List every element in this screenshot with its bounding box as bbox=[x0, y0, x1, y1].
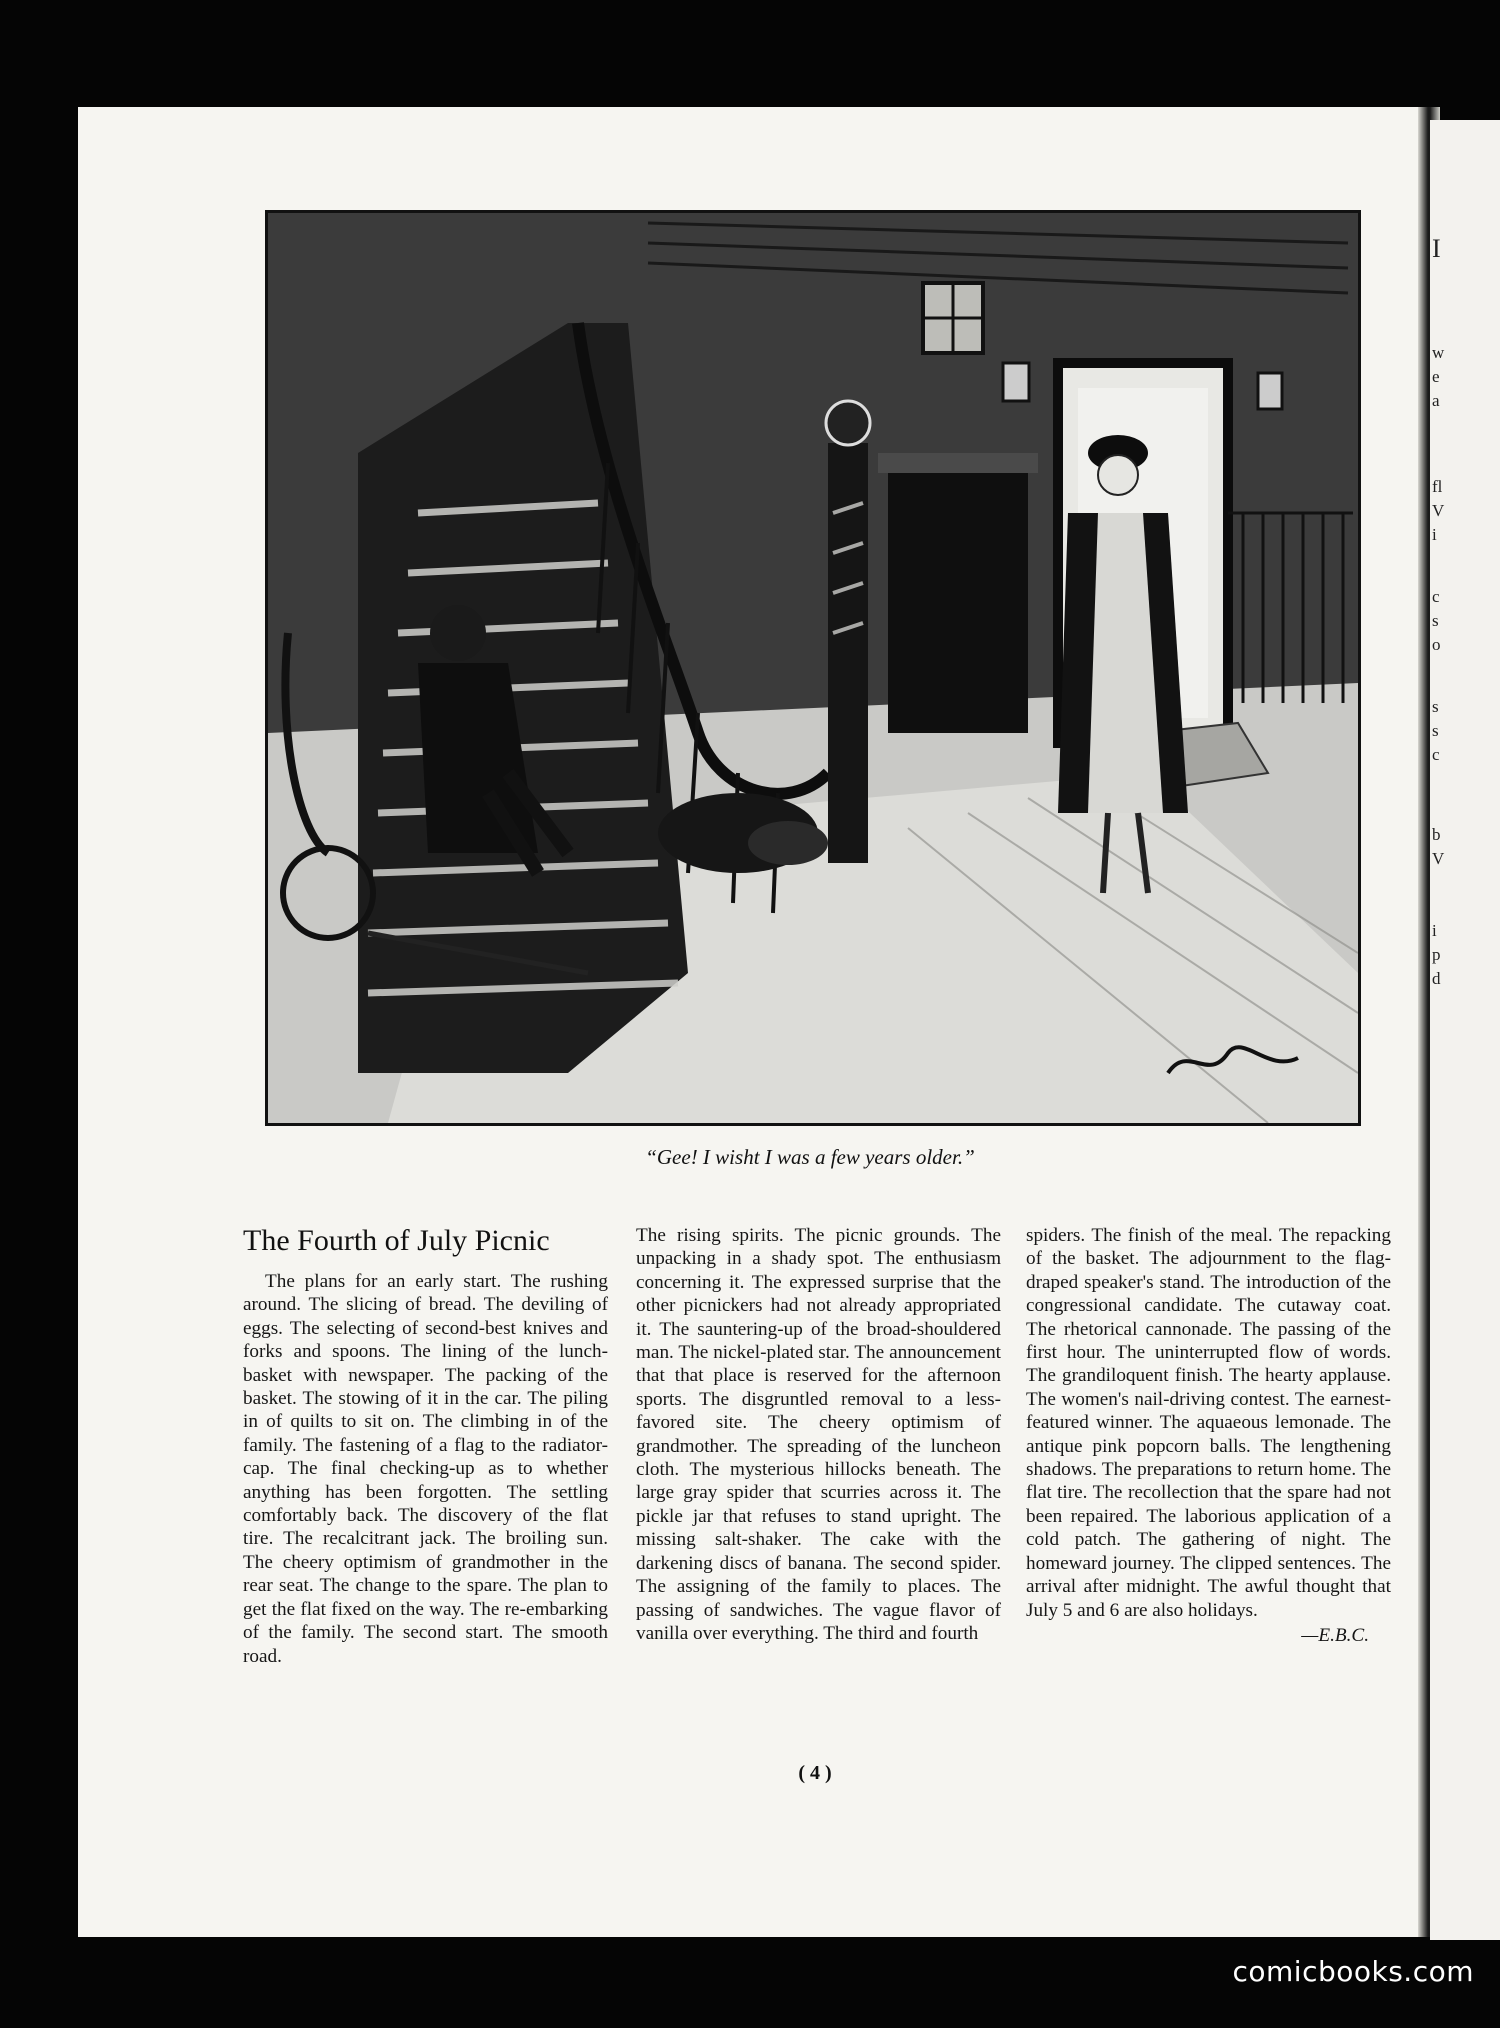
facing-page-fragment: I bbox=[1432, 234, 1441, 263]
facing-page-fragment: s bbox=[1432, 721, 1439, 740]
author-initials: —E.B.C. bbox=[1301, 1624, 1369, 1646]
facing-page-fragment: fl bbox=[1432, 477, 1443, 496]
facing-page-fragment: p bbox=[1432, 945, 1441, 964]
article-column-3 bbox=[1026, 1224, 1391, 1647]
facing-page-fragment: c bbox=[1432, 745, 1440, 764]
facing-page-edge bbox=[1430, 120, 1500, 1940]
watermark: comicbooks.com bbox=[1232, 1955, 1474, 1988]
facing-page-fragment: a bbox=[1432, 391, 1440, 410]
illustration-caption: “Gee! I wisht I was a few years older.” bbox=[645, 1145, 975, 1169]
article-text-column-3: spiders. The finish of the meal. The repacking of the basket. The adjournment to the flag-draped speaker's stand. The introduction of the congressional candidate. The cutaway coat. The rhetorical cannonade. The passing of the first hour. The uninterrupted flow of words. The grandiloquent finish. The hearty applause. The women's nail-driving contest. The earnest-featured winner. The aquaeous lemonade. The antique pink popcorn balls. The lengthening shadows. The preparations to return home. The flat tire. The recollection that the spare had not been repaired. The laborious application of a cold patch. The gathering of night. The homeward journey. The clipped sentences. The arrival after midnight. The awful thought that July 5 and 6 are also holidays. bbox=[1026, 1225, 1391, 1621]
facing-page-fragment: o bbox=[1432, 635, 1441, 654]
facing-page-fragment: V bbox=[1432, 849, 1445, 868]
facing-page-fragment: d bbox=[1432, 969, 1441, 988]
facing-page-fragment: i bbox=[1432, 921, 1437, 940]
article-column-2 bbox=[636, 1224, 1001, 1645]
facing-page-fragment: b bbox=[1432, 825, 1441, 844]
facing-page-fragment: i bbox=[1432, 525, 1437, 544]
facing-page-fragment: V bbox=[1432, 501, 1445, 520]
facing-page-fragment: s bbox=[1432, 611, 1439, 630]
article-text-column-1: The plans for an early start. The rushing around. The slicing of bread. The deviling of eggs. The selecting of second-best knives and forks and spoons. The lining of the lunch-basket with newspaper. The packing of the basket. The stowing of it in the car. The piling in of quilts to sit on. The climbing in of the family. The fastening of a flag to the radiator-cap. The final checking-up as to whether anything has been forgotten. The settling comfortably back. The discovery of the flat tire. The recalcitrant jack. The broiling sun. The cheery optimism of grandmother in the rear seat. The change to the spare. The plan to get the flat fixed on the way. The re-embarking of the family. The second start. The smooth road. bbox=[243, 1271, 608, 1667]
facing-page-fragment: e bbox=[1432, 367, 1440, 386]
article-headline: The Fourth of July Picnic bbox=[243, 1224, 550, 1257]
page-number: ( 4 ) bbox=[798, 1762, 832, 1784]
facing-page-fragment: c bbox=[1432, 587, 1440, 606]
hallway-drawing bbox=[268, 213, 1358, 1123]
article-text-column-2: The rising spirits. The picnic grounds. The unpacking in a shady spot. The enthusiasm concerning it. The expressed surprise that the other picnickers had not already appropriated it. The sauntering-up of the broad-shouldered man. The nickel-plated star. The announcement that that place is reserved for the afternoon sports. The disgruntled removal to a less-favored site. The cheery optimism of grandmother. The spreading of the luncheon cloth. The mysterious hillocks beneath. The large gray spider that scurries across it. The pickle jar that refuses to stand upright. The missing salt-shaker. The cake with the darkening discs of banana. The second spider. The assigning of the family to places. The passing of sandwiches. The vague flavor of vanilla over everything. The third and fourth bbox=[636, 1225, 1001, 1644]
facing-page-fragment: w bbox=[1432, 343, 1445, 362]
facing-page-fragment: s bbox=[1432, 697, 1439, 716]
article-column-1 bbox=[243, 1224, 608, 1668]
illustration bbox=[265, 210, 1361, 1126]
